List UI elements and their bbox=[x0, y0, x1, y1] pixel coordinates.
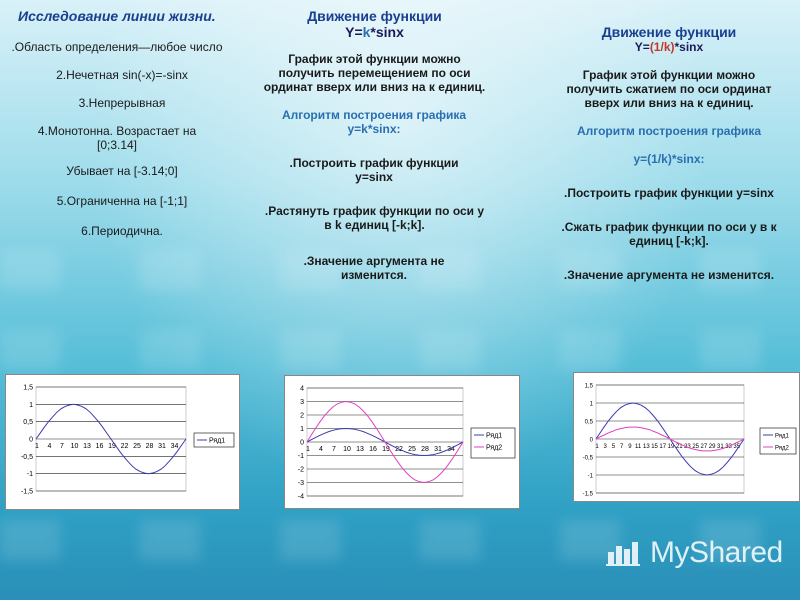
y-tick-label: -1 bbox=[587, 473, 593, 480]
chart-svg-2 bbox=[285, 376, 519, 508]
right-step-1: .Построить график функции y=sinx bbox=[564, 186, 774, 200]
formula-prefix: Y= bbox=[634, 40, 650, 54]
chart-3 bbox=[573, 372, 800, 502]
formula-suffix: *sinx bbox=[674, 40, 704, 54]
y-tick-label: -3 bbox=[297, 480, 304, 487]
legend-label: Ряд2 bbox=[775, 445, 789, 452]
middle-formula bbox=[262, 24, 487, 40]
y-tick-label: -0,5 bbox=[582, 455, 593, 462]
x-tick-label: 22 bbox=[395, 446, 403, 453]
left-item: 2.Нечетная sin(-x)=-sinx bbox=[56, 68, 188, 82]
left-column bbox=[2, 8, 242, 238]
x-tick-label: 13 bbox=[642, 444, 650, 450]
myshared-logo-icon bbox=[606, 538, 642, 568]
x-tick-label: 25 bbox=[133, 443, 141, 450]
x-tick-label: 21 bbox=[675, 444, 683, 450]
left-item: 5.Ограниченна на [-1;1] bbox=[56, 194, 188, 208]
x-tick-label: 4 bbox=[47, 443, 52, 450]
right-algorithm-2: y=(1/k)*sinx: bbox=[633, 152, 705, 166]
formula-suffix: *sinx bbox=[370, 24, 404, 40]
x-tick-label: 7 bbox=[60, 443, 64, 450]
right-formula bbox=[540, 40, 798, 54]
x-tick-label: 17 bbox=[659, 444, 667, 450]
x-tick-label: 1 bbox=[35, 443, 39, 450]
y-tick-label: 0,5 bbox=[23, 419, 33, 427]
middle-step-1: .Построить график функции y=sinx bbox=[289, 156, 459, 184]
x-tick-label: 3 bbox=[603, 444, 607, 450]
right-title: Движение функции bbox=[601, 24, 737, 40]
x-tick-label: 29 bbox=[708, 444, 716, 450]
right-step-3: .Значение аргумента не изменится. bbox=[563, 268, 775, 282]
middle-column bbox=[262, 8, 487, 282]
legend-label: Ряд1 bbox=[775, 433, 789, 440]
chart-2 bbox=[284, 375, 520, 509]
y-tick-label: -1 bbox=[26, 471, 33, 479]
left-item: 3.Непрерывная bbox=[78, 96, 166, 110]
y-tick-label: 0,5 bbox=[584, 419, 593, 426]
chart-svg-3 bbox=[574, 373, 799, 501]
y-tick-label: 0 bbox=[29, 436, 33, 444]
chart-1 bbox=[5, 374, 240, 510]
right-step-2: .Сжать график функции по оси y в к единиц [-k;k]. bbox=[561, 220, 777, 248]
chart-svg-1 bbox=[6, 375, 239, 509]
y-tick-label: 1 bbox=[300, 426, 304, 433]
y-tick-label: -2 bbox=[297, 466, 304, 474]
x-tick-label: 16 bbox=[369, 446, 377, 453]
y-tick-label: -0,5 bbox=[20, 453, 33, 461]
x-tick-label: 4 bbox=[319, 446, 323, 453]
x-tick-label: 23 bbox=[684, 444, 691, 450]
left-item: Убывает на [-3.14;0] bbox=[66, 164, 178, 178]
y-tick-label: 1 bbox=[589, 401, 593, 408]
x-tick-label: 34 bbox=[170, 443, 179, 450]
x-tick-label: 10 bbox=[70, 443, 79, 450]
formula-k: (1/k) bbox=[649, 40, 675, 54]
x-tick-label: 11 bbox=[634, 444, 642, 450]
middle-description: График этой функции можно получить перемещением по оси ординат вверх или вниз на к единиц. bbox=[263, 52, 486, 94]
x-tick-label: 15 bbox=[651, 444, 658, 450]
x-tick-label: 22 bbox=[120, 443, 129, 450]
x-tick-label: 19 bbox=[108, 443, 116, 450]
x-tick-label: 1 bbox=[306, 446, 310, 453]
y-tick-label: 0 bbox=[300, 439, 304, 447]
left-item: 6.Периодична. bbox=[81, 224, 163, 238]
x-tick-label: 19 bbox=[382, 446, 390, 453]
x-tick-label: 25 bbox=[692, 444, 700, 450]
x-tick-label: 1 bbox=[595, 444, 599, 450]
x-tick-label: 28 bbox=[421, 446, 429, 453]
x-tick-label: 35 bbox=[733, 444, 741, 450]
y-tick-label: 1,5 bbox=[584, 383, 593, 390]
x-tick-label: 5 bbox=[611, 444, 616, 450]
formula-prefix: Y= bbox=[345, 24, 363, 40]
x-tick-label: 33 bbox=[725, 444, 732, 450]
left-title: Исследование линии жизни. bbox=[18, 8, 216, 24]
x-tick-label: 31 bbox=[716, 444, 724, 450]
y-tick-label: 1 bbox=[29, 401, 33, 409]
y-tick-label: 3 bbox=[300, 399, 304, 406]
middle-title: Движение функции bbox=[307, 8, 442, 24]
x-tick-label: 13 bbox=[83, 443, 91, 450]
y-tick-label: -1,5 bbox=[582, 491, 593, 498]
x-tick-label: 27 bbox=[700, 444, 708, 450]
y-tick-label: 2 bbox=[300, 412, 304, 420]
right-description: График этой функции можно получить сжатием по оси ординат вверх или вниз на к единиц. bbox=[566, 68, 772, 110]
formula-k: k bbox=[362, 24, 371, 40]
x-tick-label: 25 bbox=[408, 446, 416, 453]
x-tick-label: 34 bbox=[447, 446, 455, 453]
x-tick-label: 7 bbox=[332, 446, 336, 453]
left-item: 4.Монотонна. Возрастает на [0;3.14] bbox=[37, 124, 197, 152]
x-tick-label: 31 bbox=[158, 443, 166, 450]
x-tick-label: 31 bbox=[434, 446, 442, 453]
legend-label: Ряд1 bbox=[486, 432, 503, 440]
right-algorithm: Алгоритм построения графика bbox=[576, 124, 762, 138]
y-tick-label: 1,5 bbox=[23, 384, 33, 392]
middle-step-2: .Растянуть график функции по оси y в k единиц [-k;k]. bbox=[264, 204, 485, 232]
y-tick-label: -1,5 bbox=[20, 488, 33, 496]
x-tick-label: 28 bbox=[145, 443, 154, 450]
y-tick-label: 0 bbox=[589, 437, 593, 444]
y-tick-label: -4 bbox=[297, 493, 304, 501]
legend-label: Ряд1 bbox=[209, 437, 226, 445]
right-column bbox=[540, 24, 798, 282]
y-tick-label: 4 bbox=[300, 385, 304, 393]
legend-label: Ряд2 bbox=[486, 444, 503, 452]
left-item: .Область определения—любое число bbox=[11, 40, 223, 54]
middle-step-3: .Значение аргумента не изменится. bbox=[303, 254, 445, 282]
middle-algorithm: Алгоритм построения графика y=k*sinx: bbox=[281, 108, 467, 136]
myshared-logo-text: MyShared bbox=[650, 536, 783, 569]
x-tick-label: 16 bbox=[95, 443, 104, 450]
y-tick-label: -1 bbox=[297, 453, 304, 460]
x-tick-label: 7 bbox=[619, 444, 624, 450]
x-tick-label: 19 bbox=[667, 444, 675, 450]
x-tick-label: 9 bbox=[628, 444, 632, 450]
x-tick-label: 13 bbox=[356, 446, 364, 453]
x-tick-label: 10 bbox=[343, 446, 351, 453]
